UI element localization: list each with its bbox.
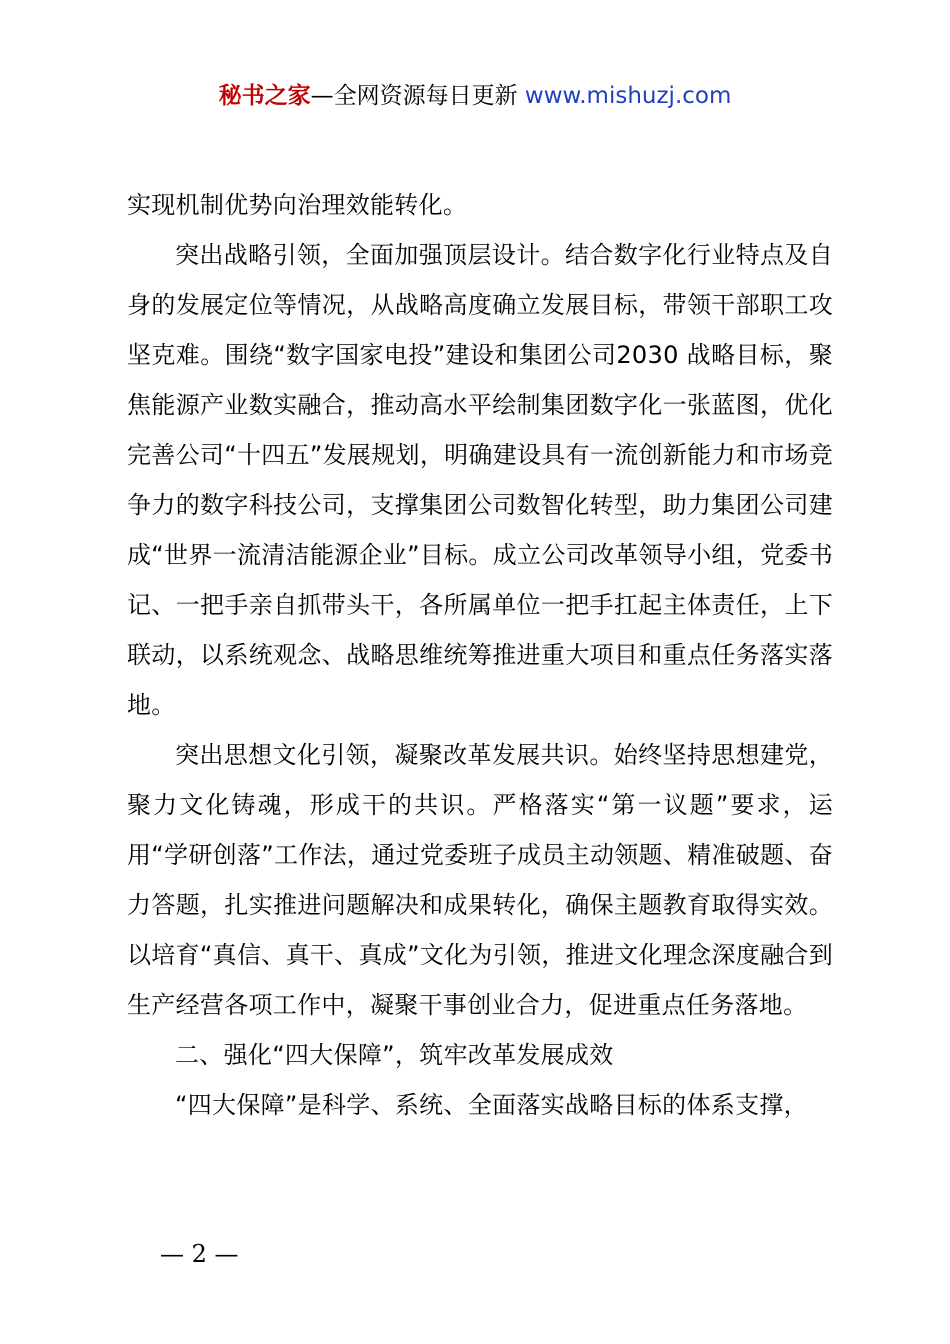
header-tagline: —全网资源每日更新	[310, 83, 518, 109]
page-number: — 2 —	[160, 1240, 239, 1268]
section-heading: 二、强化“四大保障”，筑牢改革发展成效	[175, 1041, 614, 1069]
site-header-banner	[0, 80, 950, 112]
website-url-link[interactable]: www.mishuzj.com	[524, 83, 732, 109]
paragraph-continuation: 实现机制优势向治理效能转化。	[127, 191, 468, 219]
paragraph-four-guarantees: “四大保障”是科学、系统、全面落实战略目标的体系支撑，	[175, 1091, 808, 1119]
paragraph-culture-guidance: 突出思想文化引领，凝聚改革发展共识。始终坚持思想建党，聚力文化铸魂，形成干的共识。严格落实“第一议题”要求，运用“学研创落”工作法，通过党委班子成员主动领题、精准破题、奋力答题，扎实推进问题解决和成果转化，确保主题教育取得实效。以培育“真信、真干、真成”文化为引领，推进文化理念深度融合到生产经营各项工作中，凝聚干事创业合力，促进重点任务落地。	[127, 741, 833, 1019]
paragraph-strategy-guidance: 突出战略引领，全面加强顶层设计。结合数字化行业特点及自身的发展定位等情况，从战略高度确立发展目标，带领干部职工攻坚克难。围绕“数字国家电投”建设和集团公司2030 战略目标，聚焦能源产业数实融合，推动高水平绘制集团数字化一张蓝图，优化完善公司“十四五”发展规划，明确建设具有一流创新能力和市场竞争力的数字科技公司，支撑集团公司数智化转型，助力集团公司建成“世界一流清洁能源企业”目标。成立公司改革领导小组，党委书记、一把手亲自抓带头干，各所属单位一把手扛起主体责任，上下联动，以系统观念、战略思维统筹推进重大项目和重点任务落实落地。	[127, 241, 833, 719]
document-body	[127, 180, 833, 1130]
brand-name: 秘书之家	[218, 83, 311, 109]
